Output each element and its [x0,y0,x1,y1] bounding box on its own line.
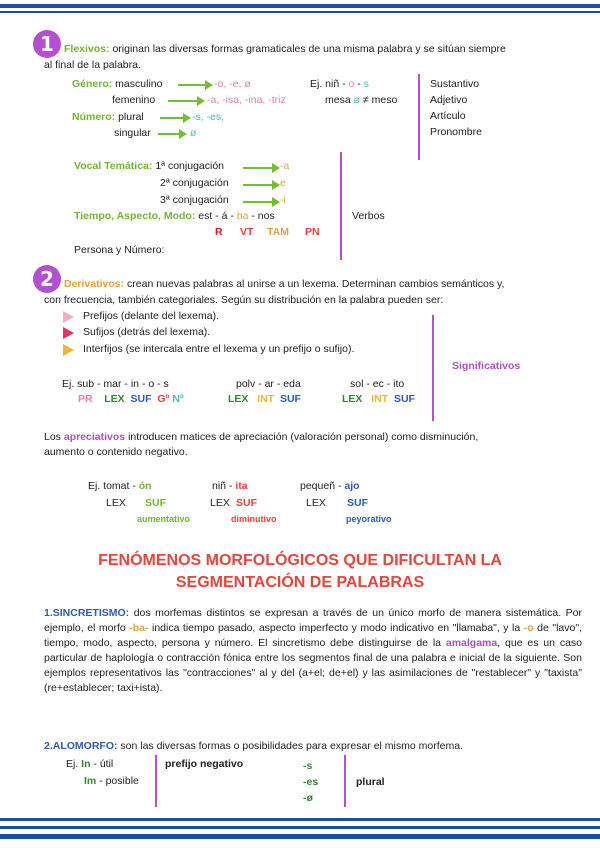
label-pr: PR [78,393,93,405]
prefijo-negativo-label: prefijo negativo [165,758,244,770]
singular-ending: ø [190,127,197,139]
derivativos-intro-text-2: con frecuencia, también categoriales. Según su distribución en la palabra pueden ser: [44,294,444,306]
list-item-interfijos: Interfijos (se intercala entre el lexema y un prefijo o sufijo). [83,343,355,355]
diminutivo-label: diminutivo [231,514,277,524]
in-morph: In [81,758,91,770]
conj3-label: 3ª conjugación [160,194,229,206]
tam-example-nos: - nos [248,210,275,222]
bracket-line [340,152,342,260]
flexivos-intro [64,43,506,55]
ej-label: Ej. [66,758,82,770]
alomorfo-example-in [66,758,113,770]
masculino-endings: -o, -e, ø [214,78,251,90]
tam-label: Tiempo, Aspecto, Modo: [74,210,196,222]
alomorfo-heading: 2.ALOMORFO: [44,740,118,752]
arrow-icon [243,201,273,203]
pequenajo-suffix: ajo [344,480,360,492]
category-articulo: Artículo [430,110,466,122]
bottom-border-bar [0,826,600,829]
label-pn: PN [305,226,320,238]
example-nino [310,78,369,90]
plural-morph-es: -es [303,776,319,788]
plural-endings: -s, -es, [192,111,225,123]
sincretismo-paragraph [44,606,582,696]
label-int: INT [257,393,275,405]
tiempo-aspecto-modo-row [74,210,275,222]
bracket-line [432,315,434,421]
conj1-label: 1ª conjugación [155,160,225,172]
bottom-border-bar [0,818,600,821]
persona-numero-label: Persona y Número: [74,244,165,256]
numero-plural-row [72,111,144,123]
label-lex: LEX [306,497,326,509]
sincretismo-text-4: , que es un caso particular de haplología o contracción fónica entre los segmentos final de una palabra e inicial de la siguiente. Son ejemplos representativos las "contracciones" al y del (a+el; de+el) y las asimilaciones de "restablecer" y "taxista" (re+establecer; taxi+ista). [44,637,582,694]
arrow-icon [243,167,273,169]
label-suf-aumentativo: SUF [145,497,166,509]
significativos-label: Significativos [452,360,521,372]
vocal-tematica-row [74,160,224,172]
label-suf-diminutivo: SUF [236,497,257,509]
list-item-sufijos: Sufijos (detrás del lexema). [83,326,211,338]
arrow-icon [160,117,184,119]
polvareda-labels [228,393,301,405]
genero-label: Género: [72,78,113,90]
plural-morph-zero: -ø [303,792,313,804]
label-genero: Gº [157,393,170,405]
mesa-zero-morph: ø [353,94,361,106]
sincretismo-ba: -ba- [129,622,149,634]
example-gender-morph: o [348,78,355,90]
arrow-icon [243,184,273,186]
flexivos-intro-text-2: al final de la palabra. [44,59,141,71]
util-word: - útil [90,758,114,770]
category-adjetivo: Adjetivo [430,94,468,106]
im-morph: Im [84,775,97,787]
top-border-thin-bar [0,11,600,13]
femenino-label: femenino [112,94,156,106]
tam-example-ba: ba [236,210,249,222]
aumentativo-label: aumentativo [137,514,191,524]
label-tam: TAM [267,226,289,238]
label-vt: VT [240,226,254,238]
bracket-line [344,755,346,807]
flexivos-intro-text: originan las diversas formas gramaticales de una misma palabra y se sitúan siempre [109,43,506,55]
derivativos-heading: Derivativos: [64,278,125,290]
sincretismo-o: -o [523,622,534,634]
top-border-bar [0,4,600,8]
peyorativo-label: peyorativo [346,514,392,524]
example-submarinos: Ej. sub - mar - in - o - s [62,378,169,390]
category-pronombre: Pronombre [430,126,482,138]
ninita-suffix: ita [235,480,248,492]
example-number-morph: s [363,78,369,90]
pequenajo-stem: pequeñ - [300,480,345,492]
solecito-labels [342,393,415,405]
category-sustantivo: Sustantivo [430,78,480,90]
mesa-contrast: ≠ meso [360,94,398,106]
example-stem: Ej. niñ - [310,78,349,90]
example-tomaton [88,480,152,492]
sincretismo-text-3: de "lavo", tiempo, modo, aspecto, persona y número. El sincretismo debe distinguirse de la [44,622,583,649]
numero-label: Número: [72,111,116,123]
bottom-border-bar [0,834,600,839]
femenino-endings: -a, -isa, -ina, -triz [207,94,286,106]
mesa-word: mesa [325,94,354,106]
posible-word: - posible [96,775,139,787]
plural-label: plural [356,776,385,788]
plural-morph-s: -s [303,760,313,772]
plural-label: plural [115,111,144,123]
example-polvareda: polv - ar - eda [236,378,301,390]
apreciativos-text-2: aumento o contenido negativo. [44,446,188,458]
vocal-tematica-label: Vocal Temática: [74,160,153,172]
example-ninita [212,480,248,492]
ninita-stem: niñ - [212,480,236,492]
sincretismo-text-1: dos morfemas distintos se expresan a través de un único morfo de manera sistemática. Por ejemplo, el morfo [44,607,582,634]
tam-example-stem: est - á - [195,210,237,222]
suffix-marker-icon [63,327,74,339]
bracket-line [155,755,157,807]
masculino-label: masculino [112,78,163,90]
bracket-line [418,74,420,160]
flexivos-heading: Flexivos: [64,43,110,55]
label-suf: SUF [279,393,301,405]
conj3-ending: -i [280,194,286,206]
apreciativos-paragraph [44,430,582,445]
section-2-number-badge: 2 [33,265,61,293]
label-lex: LEX [210,497,230,509]
conj1-ending: -a [280,160,290,172]
section-1-number-badge: 1 [33,30,61,58]
apreciativos-pre: Los [44,431,64,443]
label-lex: LEX [228,393,249,405]
label-numero: Nº [172,393,184,405]
page-title-line-1: FENÓMENOS MORFOLÓGICOS QUE DIFICULTAN LA [98,552,502,569]
label-suf-peyorativo: SUF [347,497,368,509]
example-solecito: sol - ec - ito [350,378,405,390]
derivativos-intro-text: crean nuevas palabras al unirse a un lexema. Determinan cambios semánticos y, [124,278,505,290]
derivativos-intro [64,278,504,290]
conj2-ending: e [280,177,286,189]
label-lex: LEX [342,393,363,405]
page-title-line-2: SEGMENTACIÓN DE PALABRAS [175,574,425,591]
example-pequenajo [300,480,360,492]
label-lex: LEX [106,497,126,509]
label-suf: SUF [393,393,415,405]
submarinos-labels [78,393,184,405]
sincretismo-text-2: indica tiempo pasado, aspecto imperfecto y modo indicativo en "llamaba", y la [148,622,524,634]
arrow-icon [178,84,206,86]
conj2-label: 2ª conjugación [160,177,229,189]
apreciativos-text: introducen matices de apreciación (valoración personal) como disminución, [125,431,479,443]
label-int: INT [371,393,389,405]
example-separator: - [354,78,364,90]
tomaton-suffix: ón [138,480,152,492]
sincretismo-heading: 1.SINCRETISMO: [44,607,130,619]
verbos-label: Verbos [352,210,385,222]
label-r: R [215,226,223,238]
arrow-icon [168,100,198,102]
alomorfo-example-im [84,775,139,787]
interfix-marker-icon [63,344,74,356]
amalgama-term: amalgama [445,637,498,649]
alomorfo-intro [44,740,463,752]
label-suf: SUF [130,393,152,405]
genero-masculino-row [72,78,162,90]
tomaton-stem: Ej. tomat - [88,480,139,492]
label-lex: LEX [104,393,125,405]
apreciativos-term: apreciativos [63,431,126,443]
arrow-icon [158,133,180,135]
example-mesa [325,94,397,106]
prefix-marker-icon [63,311,74,323]
alomorfo-text: son las diversas formas o posibilidades para expresar el mismo morfema. [117,740,463,752]
singular-label: singular [114,127,151,139]
list-item-prefijos: Prefijos (delante del lexema). [83,310,219,322]
